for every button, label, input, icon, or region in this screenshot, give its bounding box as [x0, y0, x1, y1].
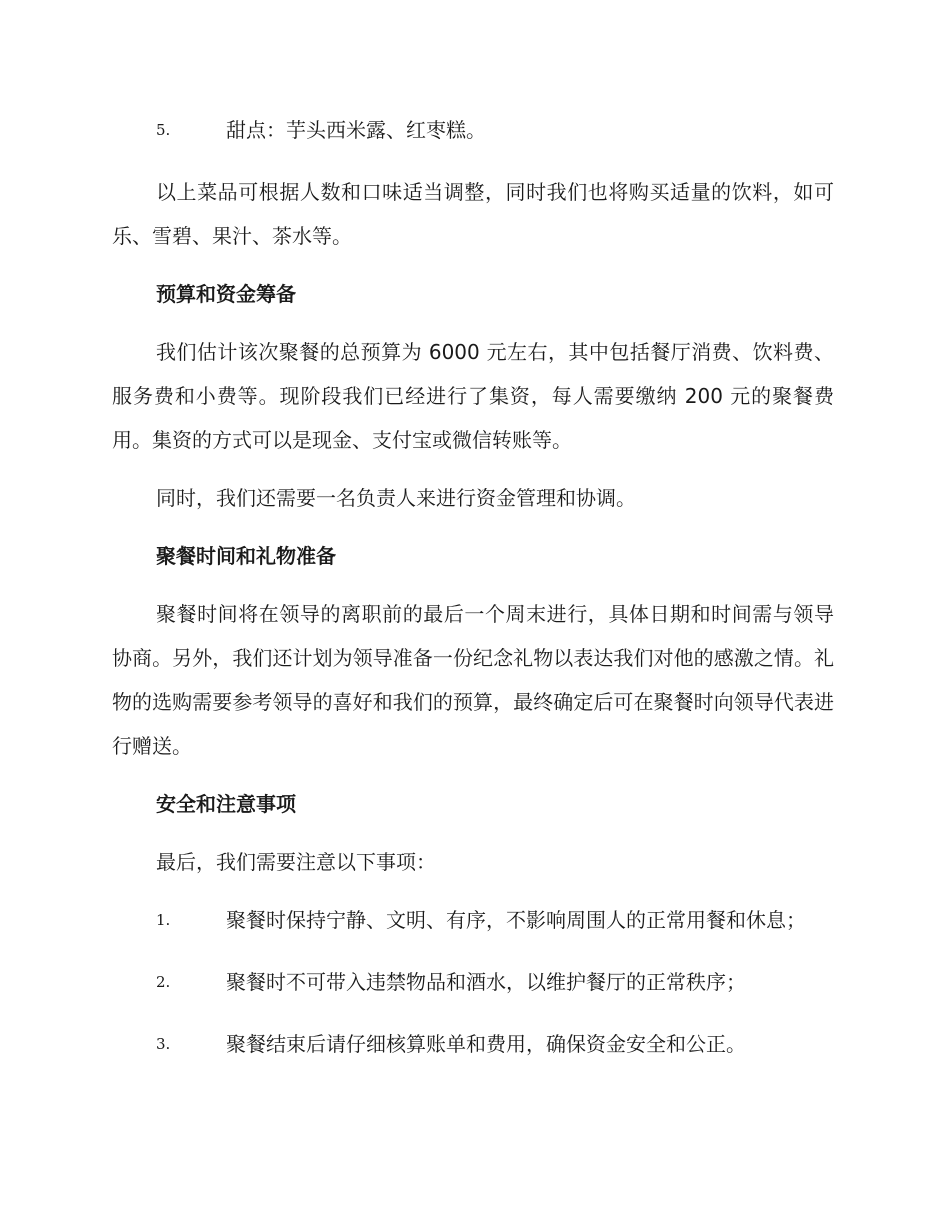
- list-item: [112, 1022, 834, 1066]
- list-item: [112, 898, 834, 942]
- list-number: 2.: [156, 973, 171, 991]
- time-gift-heading: 聚餐时间和礼物准备: [156, 544, 336, 568]
- safety-intro: 最后，我们需要注意以下事项：: [156, 850, 436, 874]
- safety-heading: 安全和注意事项: [156, 792, 296, 816]
- list-number: 5.: [156, 121, 171, 139]
- budget-heading: 预算和资金筹备: [156, 282, 296, 306]
- list-text: 聚餐时保持宁静、文明、有序，不影响周围人的正常用餐和休息；: [226, 908, 806, 932]
- list-text: 聚餐结束后请仔细核算账单和费用，确保资金安全和公正。: [226, 1032, 746, 1056]
- budget-paragraph-1: 我们估计该次聚餐的总预算为 6000 元左右，其中包括餐厅消费、饮料费、服务费和小费等。现阶段我们已经进行了集资，每人需要缴纳 200 元的聚餐费用。集资的方式可以是现金、支付宝或微信转账等。: [112, 340, 834, 452]
- list-number: 1.: [156, 911, 171, 929]
- list-text: 甜点：芋头西米露、红枣糕。: [226, 118, 486, 142]
- time-gift-paragraph: 聚餐时间将在领导的离职前的最后一个周末进行，具体日期和时间需与领导协商。另外，我们还计划为领导准备一份纪念礼物以表达我们对他的感激之情。礼物的选购需要参考领导的喜好和我们的预算，最终确定后可在聚餐时向领导代表进行赠送。: [112, 602, 834, 758]
- document-content: [112, 108, 834, 1084]
- list-item-dessert: [112, 108, 834, 152]
- menu-note-paragraph: 以上菜品可根据人数和口味适当调整，同时我们也将购买适量的饮料，如可乐、雪碧、果汁、茶水等。: [112, 180, 834, 248]
- list-item: [112, 960, 834, 1004]
- list-number: 3.: [156, 1035, 171, 1053]
- list-text: 聚餐时不可带入违禁物品和酒水，以维护餐厅的正常秩序；: [226, 970, 746, 994]
- budget-paragraph-2: 同时，我们还需要一名负责人来进行资金管理和协调。: [156, 486, 636, 510]
